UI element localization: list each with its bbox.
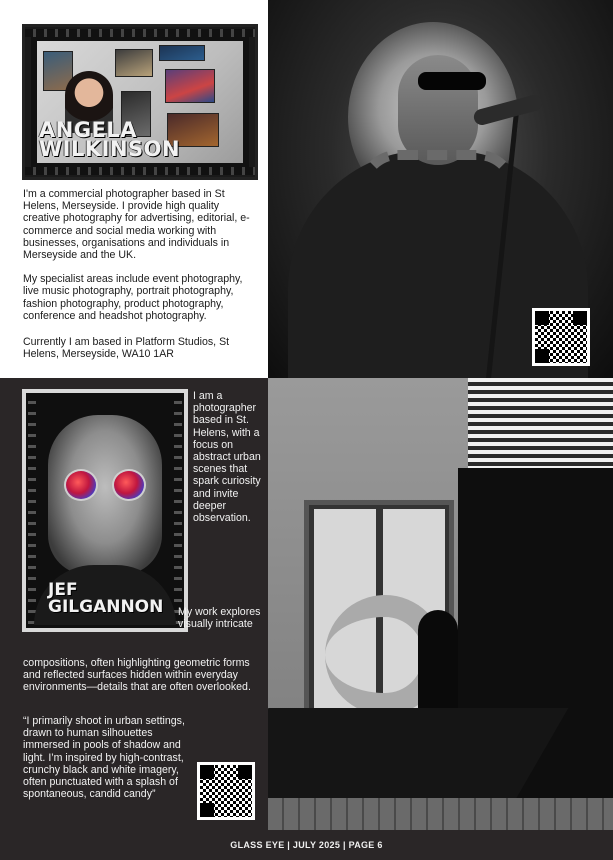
angela-bio-paragraph: I'm a commercial photographer based in St Helens, Merseyside. I provide high quality creative photography for advertising, editorial, e-commerce and social media working with businesses, organisations and individuals in Merseyside and the UK. bbox=[23, 188, 250, 262]
filmstrip-bottom bbox=[25, 167, 255, 175]
page-footer bbox=[0, 830, 613, 860]
collage-photo bbox=[159, 45, 205, 61]
jef-face bbox=[48, 415, 162, 575]
angela-collage-frame bbox=[22, 24, 258, 180]
jef-quote: “I primarily shoot in urban settings, drawn to human silhouettes immersed in pools of shadow and light. I’m inspired by high-contrast, crunchy black and white imagery, often punctuated with a splash of spontaneous, candid candy” bbox=[23, 715, 185, 801]
jef-portrait bbox=[26, 393, 184, 628]
filmstrip-left bbox=[28, 393, 36, 628]
angela-bio-paragraph: My specialist areas include event photography, live music photography, portrait photography, fashion photography, product photography, conference and headshot photography. bbox=[23, 273, 243, 322]
collage-photo bbox=[165, 69, 215, 103]
qr-code-pattern bbox=[200, 765, 252, 817]
qr-code-pattern bbox=[535, 311, 587, 363]
performer-hose-costume bbox=[358, 150, 518, 230]
qr-code-icon[interactable] bbox=[532, 308, 590, 366]
paved-ground bbox=[268, 798, 613, 830]
jef-name-stamp bbox=[48, 582, 163, 616]
angela-name-stamp bbox=[39, 118, 181, 161]
angela-studio-address: Currently I am based in Platform Studios, St Helens, Merseyside, WA10 1AR bbox=[23, 336, 230, 361]
footer-text: GLASS EYE | JULY 2025 | PAGE 6 bbox=[230, 840, 383, 850]
red-lens-left bbox=[64, 469, 98, 501]
angela-first-name: ANGELA bbox=[39, 118, 138, 142]
red-lens-right bbox=[112, 469, 146, 501]
filmstrip-top bbox=[25, 29, 255, 37]
qr-code-icon[interactable] bbox=[197, 762, 255, 820]
filmstrip-right bbox=[174, 393, 182, 628]
urban-photo bbox=[268, 378, 613, 830]
jef-portrait-frame bbox=[22, 389, 188, 632]
angela-last-name: WILKINSON bbox=[39, 137, 181, 161]
angela-bio bbox=[23, 188, 259, 372]
jef-bio-work-continued: compositions, often highlighting geometric forms and reflected surfaces hidden within everyday environments—details that are often overlooked. bbox=[23, 657, 251, 694]
jef-first-name: JEF bbox=[48, 580, 78, 600]
performer-sunglasses bbox=[418, 72, 486, 90]
collage-photo bbox=[115, 49, 153, 77]
jef-bio-intro: I am a photographer based in St. Helens, with a focus on abstract urban scenes that spark curiosity and invite deeper observation. bbox=[193, 390, 261, 525]
jef-bio-work: My work explores visually intricate bbox=[178, 606, 261, 631]
jef-last-name: GILGANNON bbox=[48, 597, 164, 617]
